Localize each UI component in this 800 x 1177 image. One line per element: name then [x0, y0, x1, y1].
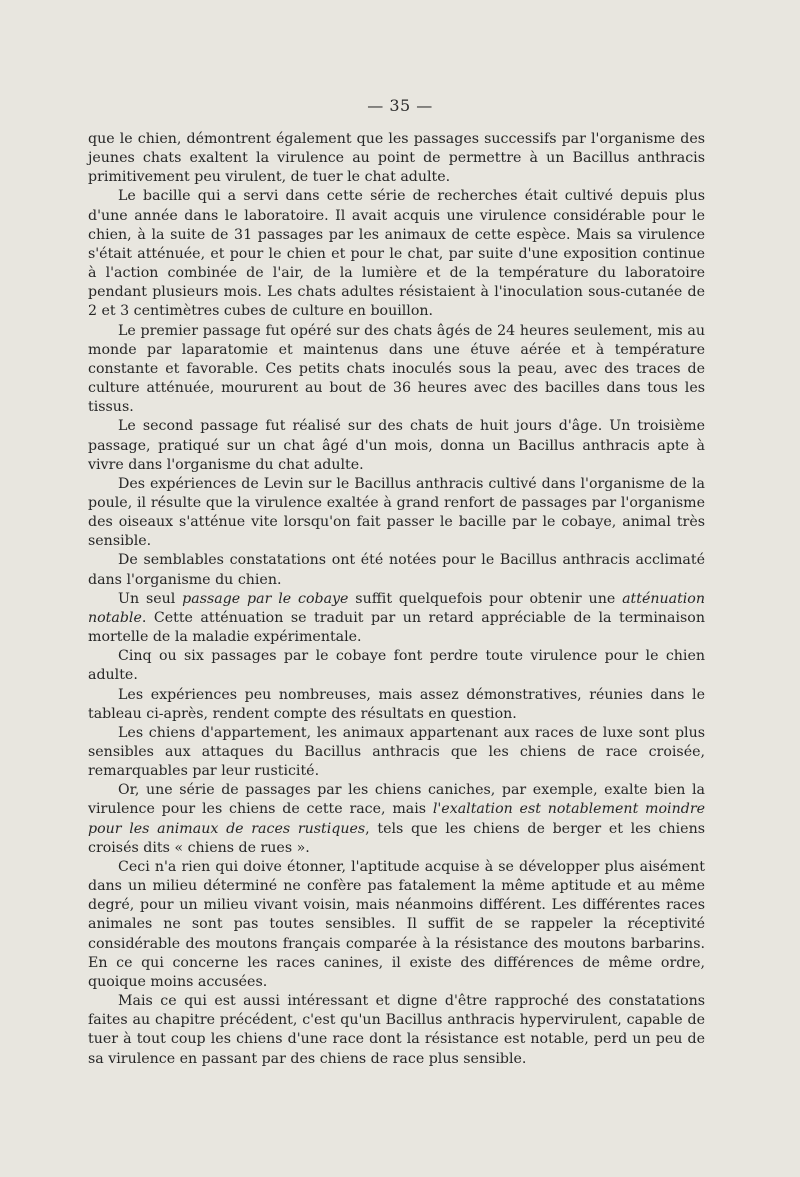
body-text — [88, 130, 705, 1069]
text-segment: Le premier passage fut opéré sur des chats âgés de 24 heures seulement, mis au monde par laparatomie et maintenus dans une étuve aérée et à température constante et favorable. Ces petits chats inoculés sous la peau, avec des traces de culture atténuée, moururent au bout de 36 heures avec des bacilles dans tous les tissus. — [88, 322, 705, 416]
page-number: — 35 — — [367, 96, 433, 115]
paragraph — [88, 551, 705, 589]
text-segment: Or, une série de passages par les chiens caniches, par exemple, exalte bien la virulence pour les chiens de cette race, mais — [88, 782, 705, 818]
paragraph — [88, 322, 705, 418]
paragraph — [88, 858, 705, 992]
text-segment: Le second passage fut réalisé sur des chats de huit jours d'âge. Un troisième passage, pratiqué sur un chat âgé d'un mois, donna un Bacillus anthracis apte à vivre dans l'organisme du chat adulte. — [88, 418, 705, 473]
text-segment: Cinq ou six passages par le cobaye font perdre toute virulence pour le chien adulte. — [88, 648, 705, 684]
text-segment: que le chien, démontrent également que les passages successifs par l'organisme des jeunes chats exaltent la virulence au point de permettre à un Bacillus anthracis primitivement peu virulent, de tuer le chat adulte. — [88, 131, 705, 186]
paragraph — [88, 686, 705, 724]
italic-emphasis: atténuation notable — [88, 590, 705, 626]
italic-emphasis: l'exaltation est notablement moindre pour les animaux de races rustiques — [88, 801, 705, 837]
text-segment: Un seul — [118, 590, 183, 607]
text-segment: Mais ce qui est aussi intéressant et digne d'être rapproché des constatations faites au chapitre précédent, c'est qu'un Bacillus anthracis hypervirulent, capable de tuer à tout coup les chiens d'une race dont la résistance est notable, perd un peu de sa virulence en passant par des chiens de race plus sensible. — [88, 993, 705, 1067]
text-segment: De semblables constatations ont été notées pour le Bacillus anthracis acclimaté dans l'organisme du chien. — [88, 552, 705, 588]
paragraph — [88, 724, 705, 781]
text-segment: Ceci n'a rien qui doive étonner, l'aptitude acquise à se développer plus aisément dans un milieu déterminé ne confère pas fatalement la même aptitude et au même degré, pour un milieu vivant voisin, mais néanmoins différent. Les différentes races animales ne sont pas toutes sensibles. Il suffit de se rappeler la réceptivité considérable des moutons français comparée à la résistance des moutons barbarins. En ce qui concerne les races canines, il existe des différences de même ordre, quoique moins accusées. — [88, 858, 705, 990]
paragraph — [88, 417, 705, 474]
paragraph — [88, 781, 705, 858]
paragraph — [88, 647, 705, 685]
paragraph — [88, 130, 705, 187]
text-segment: Les chiens d'appartement, les animaux appartenant aux races de luxe sont plus sensibles aux attaques du Bacillus anthracis que les chiens de race croisée, remarquables par leur rusticité. — [88, 724, 705, 780]
text-segment: suffit quelquefois pour obtenir une — [348, 590, 623, 607]
italic-emphasis: passage par le cobaye — [182, 590, 349, 607]
paragraph — [88, 590, 705, 647]
text-segment: Des expériences de Levin sur le Bacillus anthracis cultivé dans l'organisme de la poule, il résulte que la virulence exaltée à grand renfort de passages par l'organisme des oiseaux s'atténue vite lorsqu'on fait passer le bacille par le cobaye, animal très sensible. — [88, 475, 705, 550]
text-segment: , tels que les chiens de berger et les chiens croisés dits « chiens de rues ». — [88, 820, 705, 856]
text-segment: Le bacille qui a servi dans cette série de recherches était cultivé depuis plus d'une année dans le laboratoire. Il avait acquis une virulence considérable pour le chien, à la suite de 31 passages par les animaux de cette espèce. Mais sa virulence s'était atténuée, et pour le chien et pour le chat, par suite d'une exposition continue à l'action combinée de l'air, de la lumière et de la température du laboratoire pendant plusieurs mois. Les chats adultes résistaient à l'inoculation sous-cutanée de 2 et 3 centimètres cubes de culture en bouillon. — [88, 188, 705, 320]
paragraph — [88, 992, 705, 1069]
paragraph — [88, 187, 705, 321]
paragraph — [88, 475, 705, 552]
text-segment: Les expériences peu nombreuses, mais assez démonstratives, réunies dans le tableau ci-après, rendent compte des résultats en question. — [88, 686, 705, 722]
text-segment: . Cette atténuation se traduit par un retard appréciable de la terminaison mortelle de la maladie expérimentale. — [88, 609, 705, 646]
